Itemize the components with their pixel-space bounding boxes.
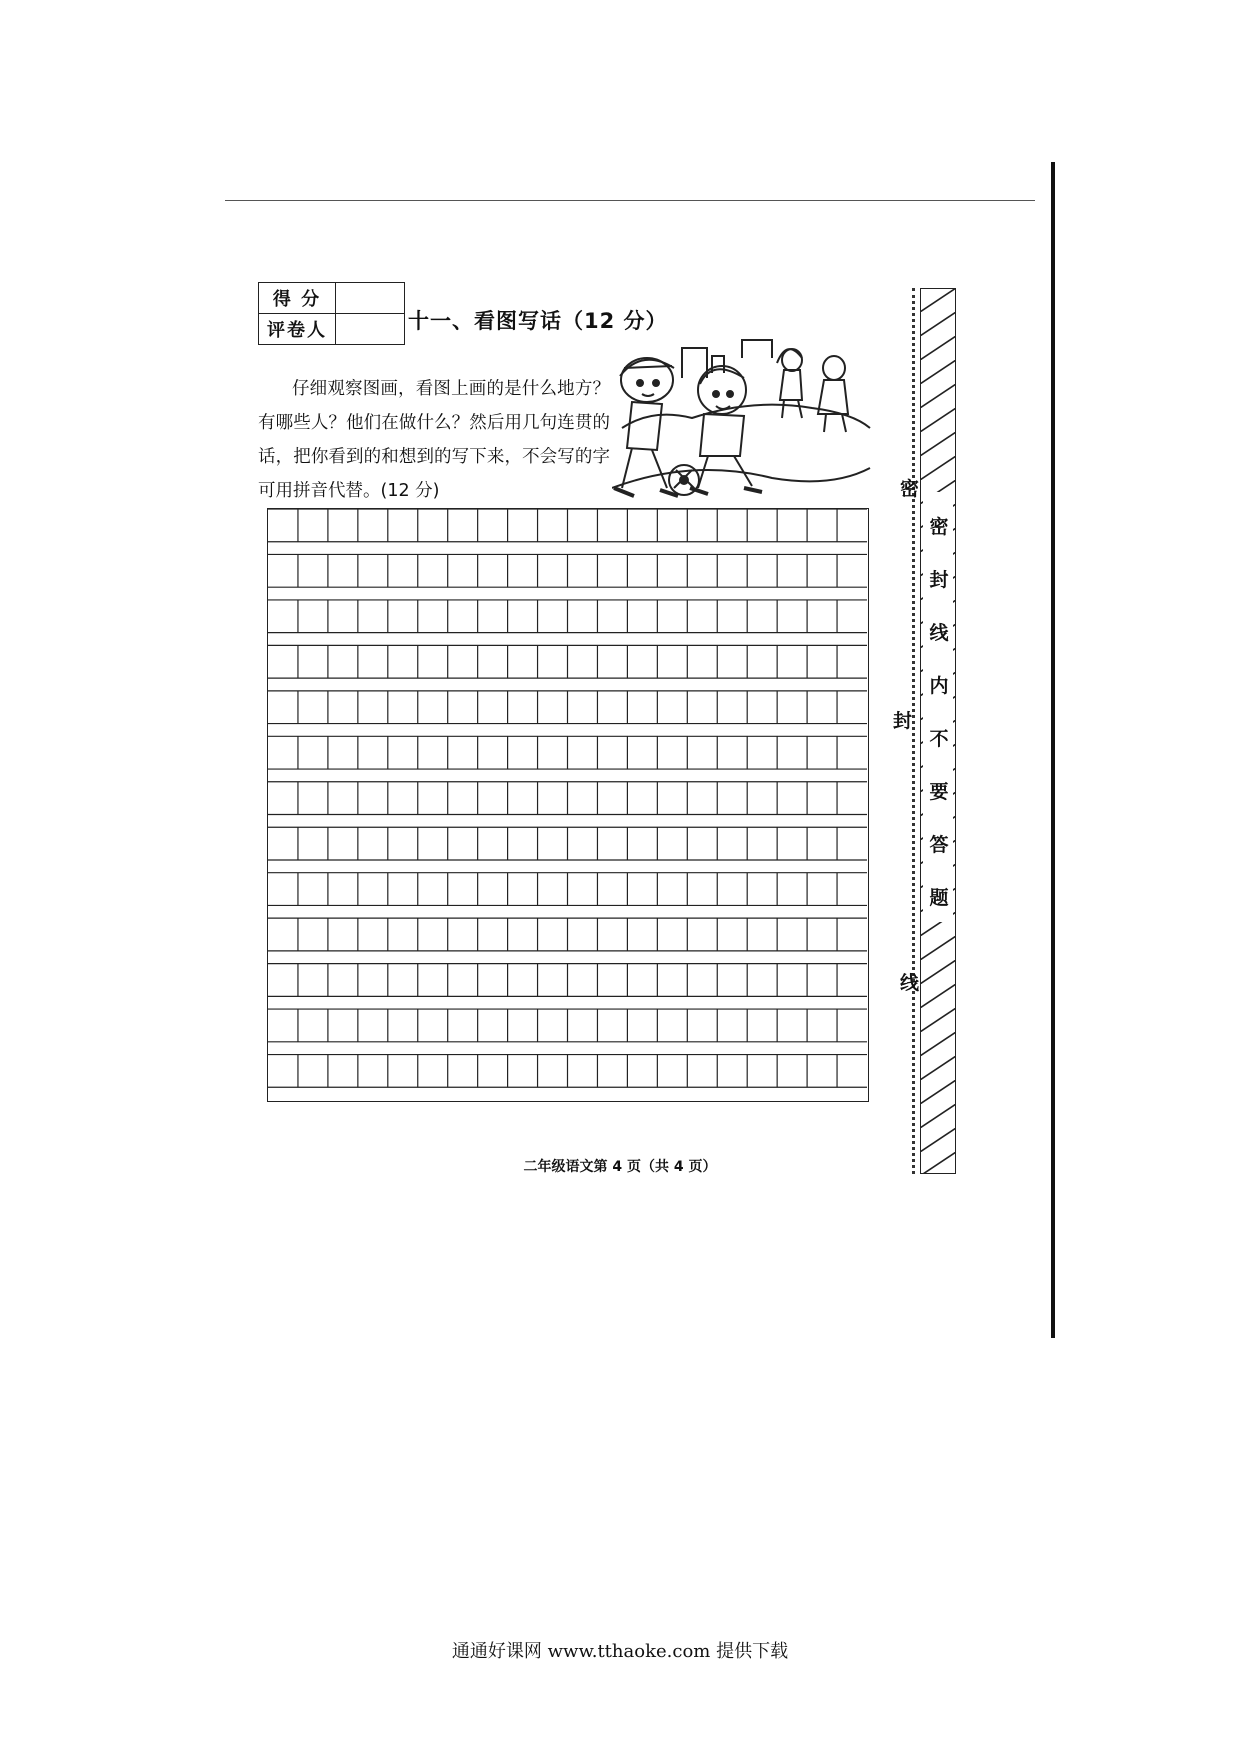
site-footer: 通通好课网 www.tthaoke.com 提供下载 xyxy=(451,1641,789,1662)
soccer-illustration xyxy=(612,338,872,512)
writing-grid-lines xyxy=(268,509,867,1100)
seal-side-char-1: 密 xyxy=(900,478,920,500)
seal-dotted-line xyxy=(912,288,915,1174)
page-number-footer: 二年级语文第 4 页（共 4 页） xyxy=(523,1159,717,1175)
seal-notice-char: 封 xyxy=(929,569,949,591)
seal-notice xyxy=(922,512,956,910)
score-table xyxy=(258,282,405,345)
section-title: 十一、看图写话（12 分） xyxy=(408,309,668,333)
seal-notice-char: 题 xyxy=(929,887,949,909)
score-value-cell[interactable] xyxy=(336,283,405,314)
seal-notice-char: 密 xyxy=(929,516,949,538)
seal-side-char-2: 封 xyxy=(893,710,913,732)
reviewer-label: 评卷人 xyxy=(259,314,336,345)
writing-grid[interactable] xyxy=(267,508,869,1102)
reviewer-value-cell[interactable] xyxy=(336,314,405,345)
score-label: 得 分 xyxy=(259,283,336,314)
seal-notice-char: 答 xyxy=(929,834,949,856)
instructions-text: 仔细观察图画，看图上画的是什么地方？有哪些人？他们在做什么？然后用几句连贯的话，把你看到的和想到的写下来，不会写的字可用拼音代替。(12 分) xyxy=(258,379,610,501)
seal-side-char-3: 线 xyxy=(900,972,920,994)
seal-notice-char: 内 xyxy=(929,675,949,697)
seal-notice-char: 线 xyxy=(929,622,949,644)
seal-notice-char: 要 xyxy=(929,781,949,803)
seal-notice-char: 不 xyxy=(929,728,949,750)
top-border-line xyxy=(225,200,1035,201)
